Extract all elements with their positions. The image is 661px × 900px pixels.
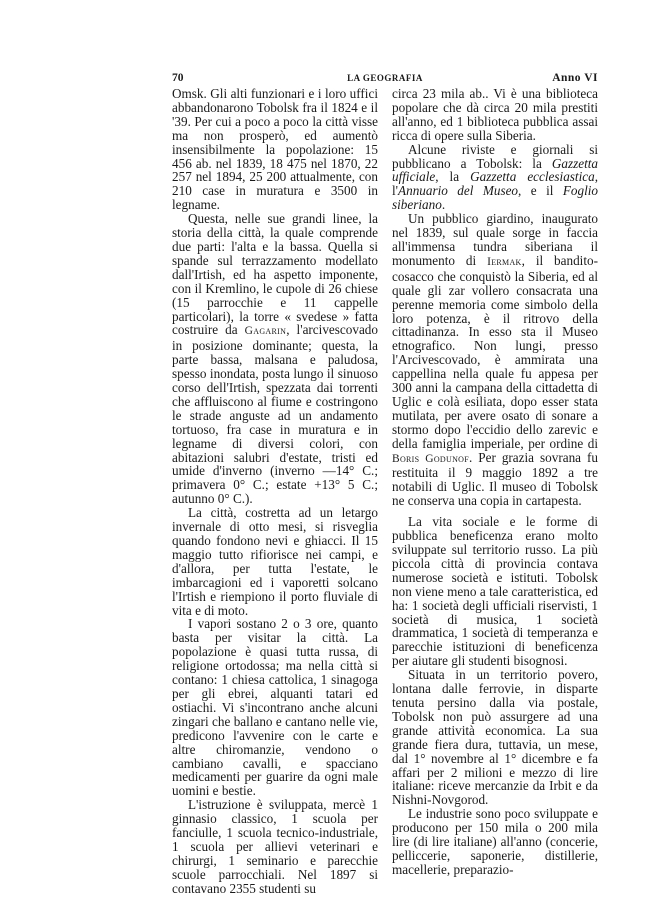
person-name: Gagarin xyxy=(244,325,287,338)
paragraph: L'istruzione è sviluppata, mercè 1 ginnasio classico, 1 scuola per fanciulle, 1 scuola tecnico-industriale, 1 scuola per allievi veterinari e chirurgi, 1 seminario e parecchie scuole parrocchiali. Nel 1897 si contavano 2355 studenti su xyxy=(172,797,378,896)
running-header xyxy=(172,70,598,86)
publication-title: Annuario del Museo xyxy=(398,183,519,199)
paragraph: I vapori sostano 2 o 3 ore, quanto basta per visitar la città. La popolazione è quasi tutta russa, di religione ortodossa; ma nella città si contano: 1 chiesa cattolica, 1 sinagoga per gli ebrei, alquanti tatari ed ostiachi. Vi s'incontrano anche alcuni zingari che ballano e cantano nelle vie, predicono l'avvenire con le carte e altre chiromanzie, vendono o cambiano cavalli, e spacciano medicamenti per guarire da ogni male uomini e bestie. xyxy=(172,616,378,799)
volume-label: Anno VI xyxy=(552,72,598,84)
page-number: 70 xyxy=(172,72,184,84)
paragraph: Omsk. Gli alti funzionari e i loro uffici abbandonarono Tobolsk fra il 1824 e il '39. Per cui a poco a poco la città visse ma non prosperò, ed aumentò insensibilmente la popolazione: 15 456 ab. nel 1839, 18 475 nel 1870, 22 257 nel 1894, 25 200 attualmente, con 210 case in muratura e 3500 in legname. xyxy=(172,86,378,213)
paragraph: Alcune riviste e giornali si pubblicano a Tobolsk: la Gazzetta ufficiale, la Gazzetta ecclesiastica, l'Annuario del Museo, e il Foglio siberiano. xyxy=(392,141,599,213)
right-column xyxy=(392,87,598,877)
paragraph: La città, costretta ad un letargo invernale di otto mesi, si risveglia quando fondono nevi e ghiacci. Il 15 maggio tutto rifiorisce nei campi, e d'allora, per tutta l'estate, le imbarcagioni ed i vaporetti solcano l'Irtish e riempiono il porto fluviale di vita e di moto. xyxy=(172,505,378,618)
publication-title: Foglio siberiano xyxy=(392,183,599,213)
paragraph: circa 23 mila ab.. Vi è una biblioteca popolare che dà circa 20 mila prestiti all'anno, ed 1 biblioteca pubblica assai ricca di opere sulla Siberia. xyxy=(392,86,598,143)
paragraph: Un pubblico giardino, inaugurato nel 1839, sul quale sorge in faccia all'immensa tundra siberiana il monumento di Iermak, il bandito-cosacco che conquistò la Siberia, ed al quale gli zar vollero consacrata una perenne memoria come simbolo della loro potenza, è il ritrovo della cittadinanza. In esso sta il Museo etnografico. Non lungi, presso l'Arcivescovado, è ammirata una cappellina nella quale fu appesa per 300 anni la campana della cittadetta di Uglic e colà esiliata, dopo esser stata mutilata, per avere osato di sonare a stormo dopo l'eccidio dello zarevic e della famiglia imperiale, per ordine di Boris Godunof. Per grazia sovrana fu restituita il 9 maggio 1892 a tre notabili di Uglic. Il museo di Tobolsk ne conserva una copia in cartapesta. xyxy=(392,211,598,509)
publication-title: Gazzetta ufficiale xyxy=(392,155,598,185)
person-name: Iermak xyxy=(487,255,522,268)
paragraph: La vita sociale e le forme di pubblica beneficenza erano molto sviluppate sul territorio russo. La più piccola città di provincia contava numerose società e istituti. Tobolsk non viene meno a tale caratteristica, ed ha: 1 società degli ufficiali riservisti, 1 società di musica, 1 società drammatica, 1 società di temperanza e parecchie istituzioni di beneficenza per aiutare gli studenti bisognosi. xyxy=(392,514,598,669)
person-name: Boris Godunof xyxy=(392,452,469,465)
left-column xyxy=(172,87,378,896)
paragraph: Situata in un territorio povero, lontana dalle ferrovie, in disparte tenuta persino dalla via postale, Tobolsk non può assurgere ad una grande attività economica. La sua grande fiera dura, tuttavia, un mese, dal 1° novembre al 1° dicembre e fa affari per 2 milioni e mezzo di lire italiane: riceve mercanzie da Irbit e da Nishni-Novgorod. xyxy=(392,667,598,808)
publication-title: Gazzetta ecclesiastica xyxy=(470,169,595,185)
paragraph: Le industrie sono poco sviluppate e producono per 150 mila o 200 mila lire (di lire italiane) all'anno (concerie, pelliccerie, saponerie, distillerie, macellerie, preparazio- xyxy=(392,806,598,877)
journal-title: LA GEOGRAFIA xyxy=(347,73,423,83)
paragraph: Questa, nelle sue grandi linee, la storia della città, la quale comprende due parti: l'alta e la bassa. Quella si spande sul terrazzamento modellato dall'Irtish, ed ha aspetto imponente, con il Kremlino, le cupole di 26 chiese (15 parrocchie e 11 cappelle particolari), la torre « svedese » fatta costruire da Gagarin, l'arcivescovado in posizione dominante; questa, la parte bassa, malsana e paludosa, spesso inondata, posta lungo il sinuoso corso dell'Irtish, spezzata dai torrenti che affluiscono al fiume e costringono le strade anguste ad un andamento tortuoso, fra case in muratura e in legname di diversi colori, con abitazioni salubri d'estate, tristi ed umide d'inverno (inverno —14° C.; primavera 0° C.; estate +13° 5 C.; autunno 0° C.). xyxy=(172,211,378,507)
